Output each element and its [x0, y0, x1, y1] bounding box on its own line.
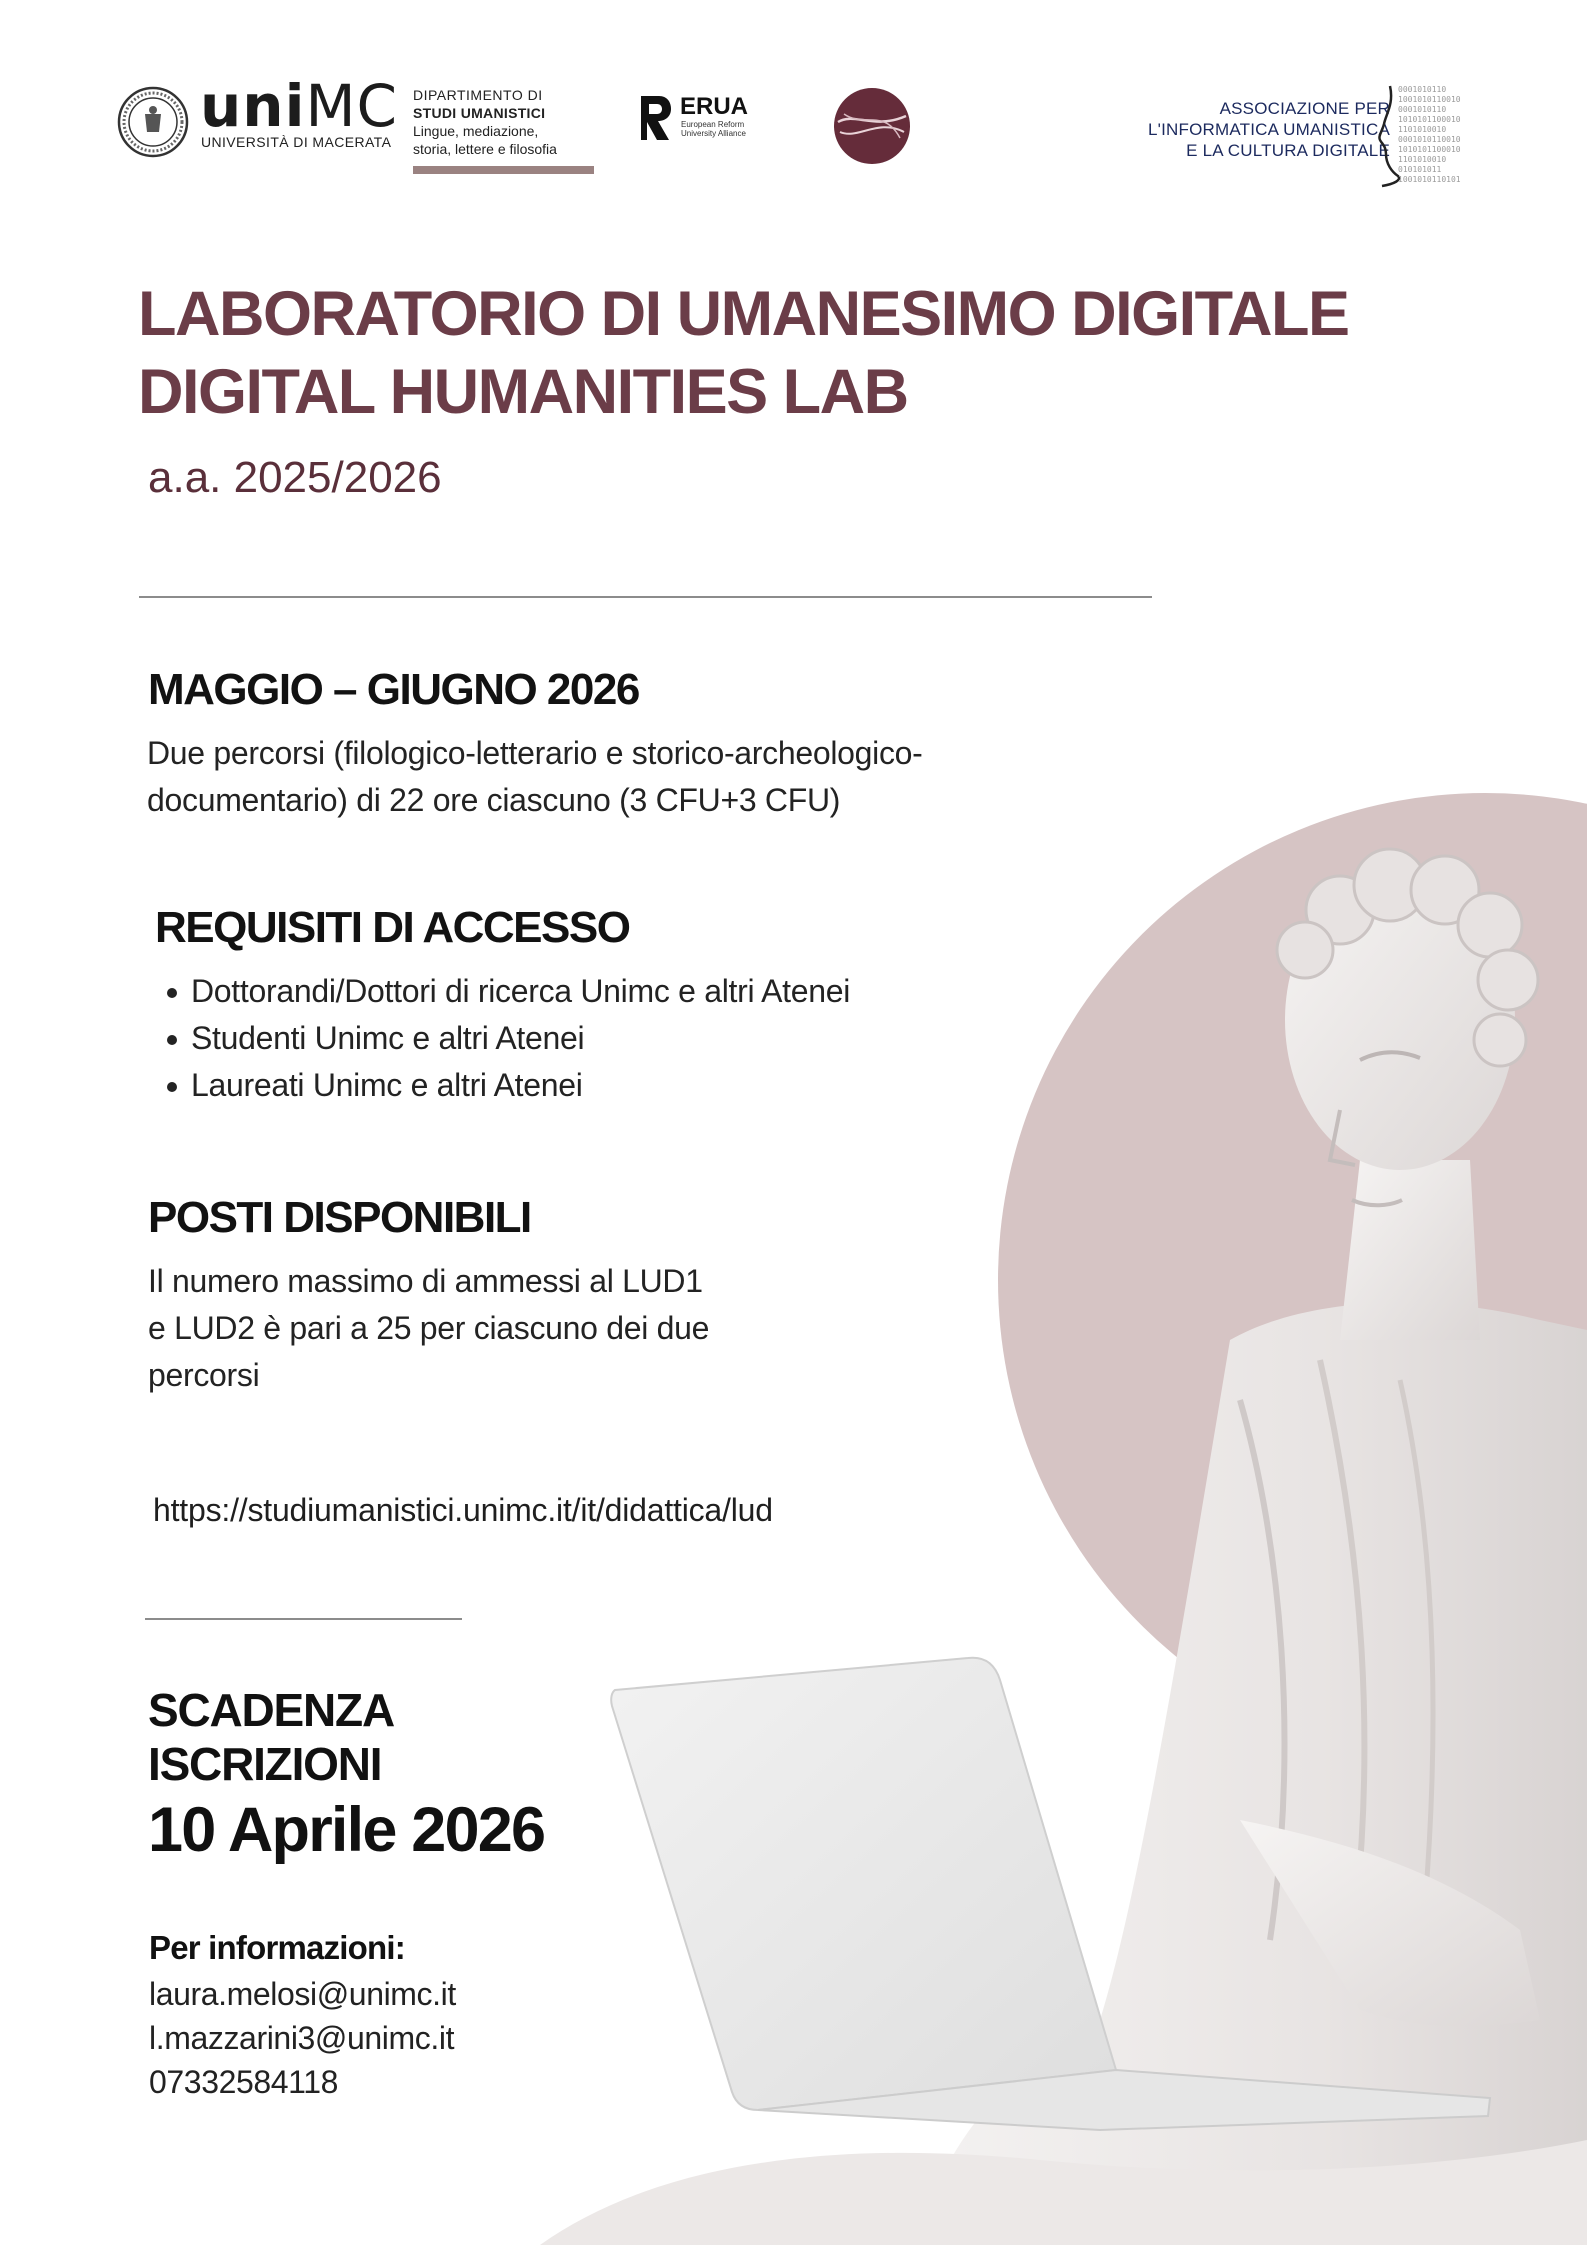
- erua-subtitle: [681, 120, 781, 138]
- period-description: [147, 730, 1097, 824]
- statue-with-laptop-illustration: [540, 640, 1587, 2245]
- contacts-list: [149, 1972, 456, 2104]
- seats-line-1: Il numero massimo di ammessi al LUD1: [148, 1263, 703, 1299]
- course-url-link[interactable]: https://studiumanistici.unimc.it/it/didattica/lud: [153, 1492, 773, 1528]
- list-item: Studenti Unimc e altri Atenei: [191, 1015, 850, 1062]
- erua-name: ERUA: [680, 93, 749, 120]
- deadline-date: 10 Aprile 2026: [148, 1795, 545, 1865]
- header-logos: [0, 0, 1587, 200]
- department-line-1: DIPARTIMENTO DI: [413, 87, 543, 103]
- divider: [145, 1618, 462, 1620]
- aiucd-binary-profile-icon: [1372, 84, 1482, 188]
- seats-line-3: percorsi: [148, 1357, 260, 1393]
- contact-email-link[interactable]: l.mazzarini3@unimc.it: [149, 2020, 455, 2056]
- department-line-2: STUDI UMANISTICI: [413, 105, 546, 121]
- page-title: [138, 275, 1348, 431]
- unimc-seal-icon: [117, 86, 189, 158]
- dicultHer-logo-icon: [834, 88, 910, 164]
- binary-row: 0001010110: [1398, 105, 1447, 114]
- department-line-3: Lingue, mediazione,: [413, 123, 539, 139]
- aiucd-line-3: E LA CULTURA DIGITALE: [1186, 141, 1390, 160]
- period-line-2: documentario) di 22 ore ciascuno (3 CFU+3 CFU): [147, 782, 841, 818]
- binary-row: 1101010010: [1398, 125, 1447, 134]
- binary-row: 1001010110101: [1398, 175, 1461, 184]
- erua-icon: [641, 96, 671, 140]
- contacts-title: Per informazioni:: [149, 1929, 405, 1966]
- divider: [139, 596, 1152, 598]
- deadline-label-line-2: ISCRIZIONI: [148, 1738, 382, 1790]
- binary-row: 1010101100010: [1398, 115, 1461, 124]
- aiucd-line-1: ASSOCIAZIONE PER: [1219, 99, 1390, 118]
- seats-heading: POSTI DISPONIBILI: [148, 1193, 531, 1242]
- unimc-subtitle: UNIVERSITÀ DI MACERATA: [201, 134, 392, 150]
- aiucd-logo-text: [1100, 98, 1390, 161]
- binary-row: 1010101100010: [1398, 145, 1461, 154]
- department-bar: [413, 166, 594, 174]
- period-heading: MAGGIO – GIUGNO 2026: [148, 665, 639, 714]
- binary-row: 1101010010: [1398, 155, 1447, 164]
- unimc-logo-wordmark: [200, 72, 399, 140]
- contact-phone[interactable]: 07332584118: [149, 2064, 338, 2100]
- requirements-list: [160, 968, 850, 1109]
- list-item: Laureati Unimc e altri Atenei: [191, 1062, 850, 1109]
- contact-email-link[interactable]: laura.melosi@unimc.it: [149, 1976, 456, 2012]
- binary-row: 0001010110010: [1398, 135, 1461, 144]
- unimc-logo-light: MC: [305, 72, 399, 140]
- seats-line-2: e LUD2 è pari a 25 per ciascuno dei due: [148, 1310, 710, 1346]
- deadline-label: [148, 1683, 394, 1791]
- binary-row: 1001010110010: [1398, 95, 1461, 104]
- erua-sub-line-2: University Alliance: [681, 129, 746, 138]
- period-line-1: Due percorsi (filologico-letterario e storico-archeologico-: [147, 735, 923, 771]
- seats-description: [148, 1258, 798, 1399]
- aiucd-line-2: L'INFORMATICA UMANISTICA: [1148, 120, 1390, 139]
- requirements-heading: REQUISITI DI ACCESSO: [155, 903, 630, 952]
- aiucd-binary-digits: [1398, 85, 1461, 184]
- deadline-label-line-1: SCADENZA: [148, 1684, 394, 1736]
- department-line-4: storia, lettere e filosofia: [413, 141, 557, 157]
- title-line-1: LABORATORIO DI UMANESIMO DIGITALE: [138, 279, 1349, 349]
- erua-sub-line-1: European Reform: [681, 120, 745, 129]
- binary-row: 0001010110: [1398, 85, 1447, 94]
- academic-year: a.a. 2025/2026: [148, 453, 442, 502]
- list-item: Dottorandi/Dottori di ricerca Unimc e altri Atenei: [191, 968, 850, 1015]
- department-logo: [413, 86, 598, 158]
- binary-row: 010101011: [1398, 165, 1442, 174]
- title-line-2: DIGITAL HUMANITIES LAB: [138, 357, 908, 427]
- unimc-logo-bold: uni: [200, 72, 306, 140]
